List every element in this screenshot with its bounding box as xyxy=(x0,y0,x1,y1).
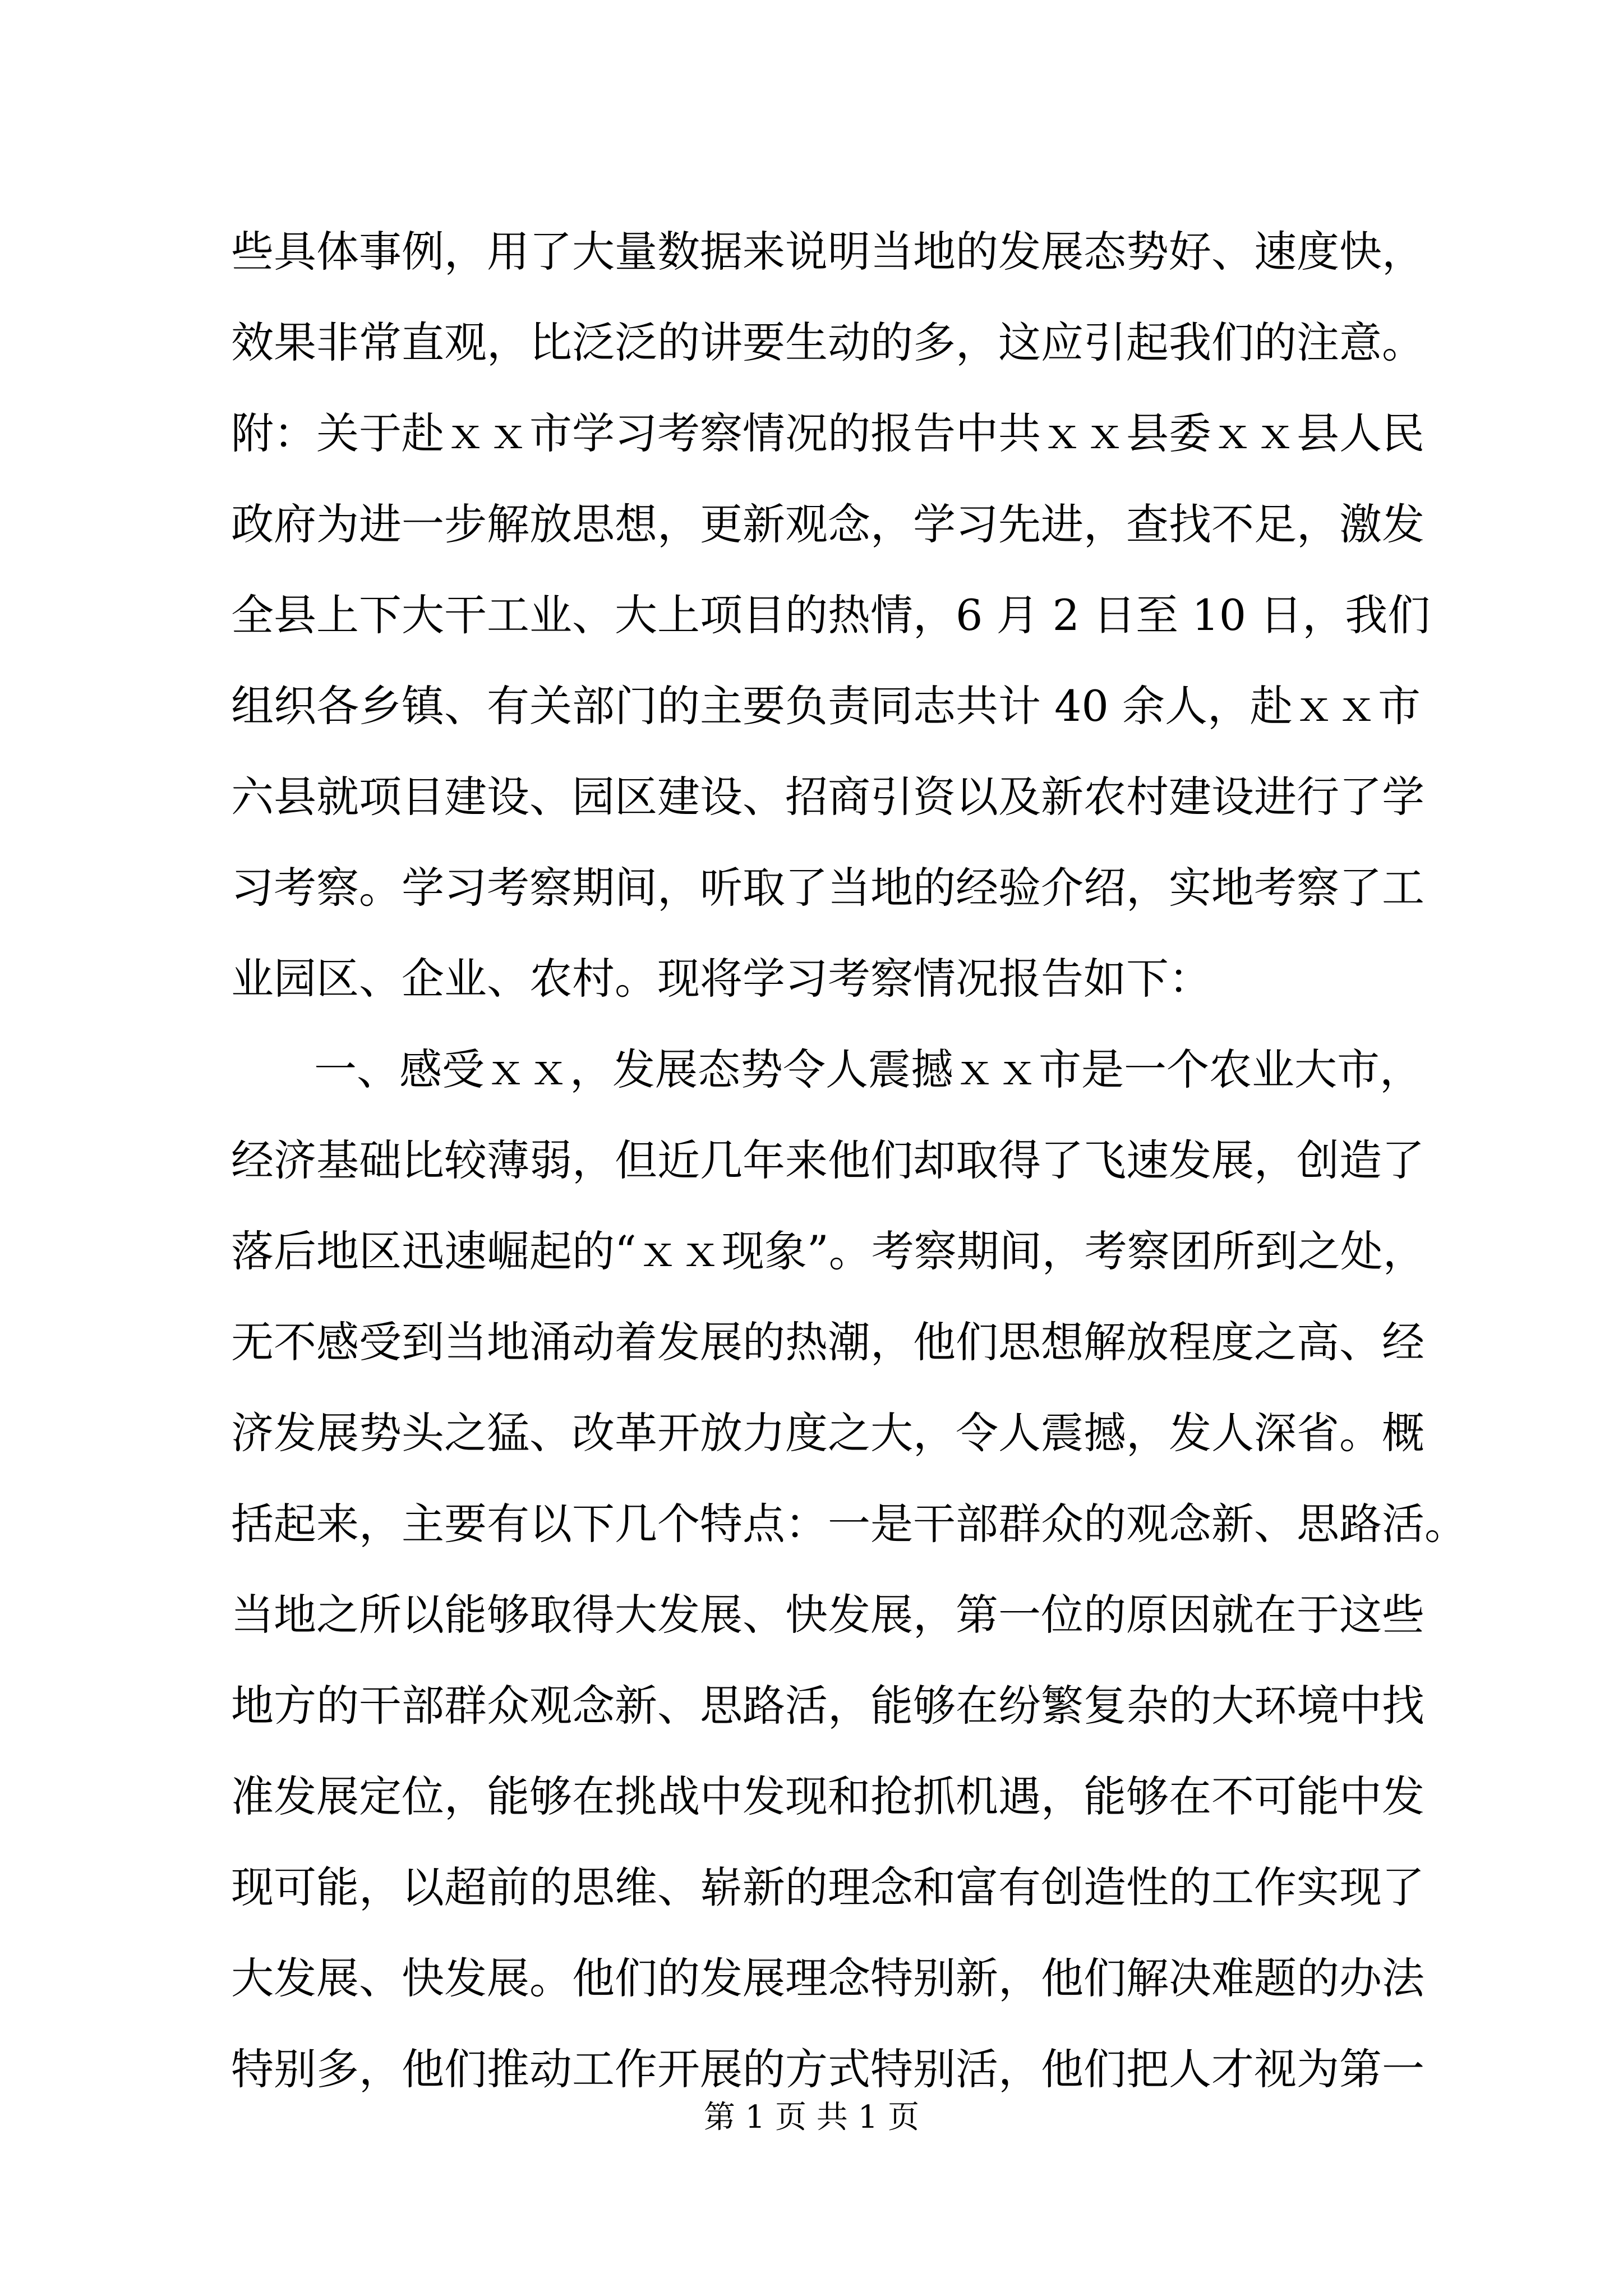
text-line: 附：关于赴ｘｘ市学习考察情况的报告中共ｘｘ县委ｘｘ县人民 xyxy=(231,408,1424,458)
page-number-label: 第 1 页 共 1 页 xyxy=(703,2099,920,2136)
text-line: 特别多，他们推动工作开展的方式特别活，他们把人才视为第一 xyxy=(231,2044,1424,2094)
text-line: 全县上下大干工业、大上项目的热情，6 月 2 日至 10 日，我们 xyxy=(231,590,1431,640)
text-line: 济发展势头之猛、改革开放力度之大，令人震撼，发人深省。概 xyxy=(231,1408,1424,1458)
text-line: 经济基础比较薄弱，但近几年来他们却取得了飞速发展，创造了 xyxy=(231,1135,1424,1185)
text-line: 六县就项目建设、园区建设、招商引资以及新农村建设进行了学 xyxy=(231,772,1424,822)
text-line: 大发展、快发展。他们的发展理念特别新，他们解决难题的办法 xyxy=(231,1953,1424,2003)
text-line: 政府为进一步解放思想，更新观念，学习先进，查找不足，激发 xyxy=(231,499,1424,549)
text-line: 落后地区迅速崛起的“ｘｘ现象”。考察期间，考察团所到之处， xyxy=(231,1226,1426,1276)
text-line: 当地之所以能够取得大发展、快发展，第一位的原因就在于这些 xyxy=(231,1590,1424,1640)
text-line: 些具体事例，用了大量数据来说明当地的发展态势好、速度快， xyxy=(231,227,1424,277)
text-line: 现可能，以超前的思维、崭新的理念和富有创造性的工作实现了 xyxy=(231,1862,1424,1912)
text-line: 括起来，主要有以下几个特点：一是干部群众的观念新、思路活。 xyxy=(231,1499,1467,1549)
text-line: 地方的干部群众观念新、思路活，能够在纷繁复杂的大环境中找 xyxy=(231,1681,1424,1731)
text-line: 组织各乡镇、有关部门的主要负责同志共计 40 余人，赴ｘｘ市 xyxy=(231,681,1421,731)
text-line: 业园区、企业、农村。现将学习考察情况报告如下： xyxy=(231,954,1211,1004)
document-body xyxy=(231,206,1467,2115)
page-footer xyxy=(0,2095,1623,2140)
text-line: 无不感受到当地涌动着发展的热潮，他们思想解放程度之高、经 xyxy=(231,1317,1424,1367)
text-line: 效果非常直观，比泛泛的讲要生动的多，这应引起我们的注意。 xyxy=(231,318,1424,367)
text-line: 习考察。学习考察期间，听取了当地的经验介绍，实地考察了工 xyxy=(231,863,1424,913)
text-line: 准发展定位，能够在挑战中发现和抢抓机遇，能够在不可能中发 xyxy=(231,1772,1424,1821)
section-heading-line: 一、感受ｘｘ，发展态势令人震撼ｘｘ市是一个农业大市， xyxy=(314,1045,1422,1094)
